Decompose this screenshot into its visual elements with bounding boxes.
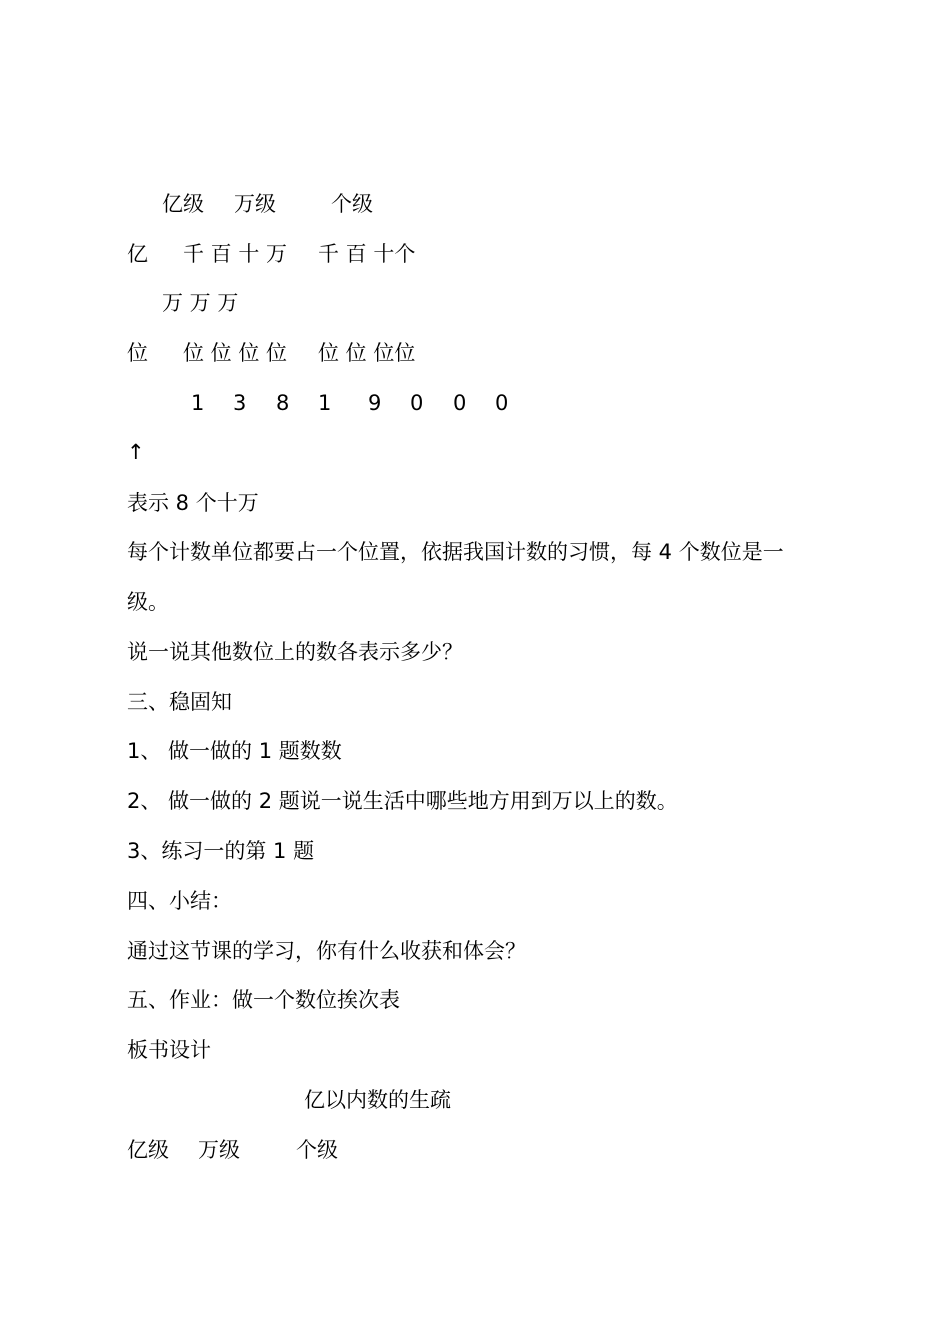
list-item: 2、 做一做的 2 题说一说生活中哪些地方用到万以上的数。 xyxy=(127,789,678,813)
level-ge: 个级 xyxy=(331,192,373,216)
digit: 0 xyxy=(453,391,467,415)
rule-line-2: 级。 xyxy=(127,590,169,614)
digit: 8 xyxy=(276,391,290,415)
digit: 1 xyxy=(191,391,205,415)
level-yi: 亿级 xyxy=(162,192,204,216)
rule-line-1: 每个计数单位都要占一个位置，依据我国计数的习惯，每 4 个数位是一 xyxy=(127,540,784,564)
list-item: 1、 做一做的 1 题数数 xyxy=(127,739,342,763)
digit: 3 xyxy=(233,391,247,415)
board-design-heading: 板书设计 xyxy=(127,1038,211,1062)
section-4-title: 四、小结： xyxy=(127,889,232,913)
list-item: 3、练习一的第 1 题 xyxy=(127,839,315,863)
summary-question: 通过这节课的学习，你有什么收获和体会？ xyxy=(127,939,526,963)
digit: 0 xyxy=(410,391,424,415)
place-names-wan-group: 千 百 十 万 xyxy=(183,242,288,266)
place-wei-ge-group: 位 位 位位 xyxy=(318,341,416,365)
board-level-yi: 亿级 xyxy=(127,1138,169,1162)
digit: 1 xyxy=(318,391,332,415)
level-wan: 万级 xyxy=(234,192,276,216)
section-5-title: 五、作业：做一个数位挨次表 xyxy=(127,988,400,1012)
place-wei-yi: 位 xyxy=(127,341,148,365)
digit-note: 表示 8 个十万 xyxy=(127,491,259,515)
place-name-yi: 亿 xyxy=(127,242,148,266)
digit: 9 xyxy=(368,391,382,415)
section-3-title: 三、稳固知 xyxy=(127,690,232,714)
place-names-wan-suffix: 万 万 万 xyxy=(162,291,239,315)
place-wei-wan-group: 位 位 位 位 xyxy=(183,341,288,365)
board-level-ge: 个级 xyxy=(296,1138,338,1162)
arrow-up-icon: ↑ xyxy=(127,440,145,464)
digit: 0 xyxy=(495,391,509,415)
board-level-wan: 万级 xyxy=(198,1138,240,1162)
question: 说一说其他数位上的数各表示多少？ xyxy=(127,640,463,664)
board-title: 亿以内数的生疏 xyxy=(304,1088,451,1112)
place-names-ge-group: 千 百 十个 xyxy=(318,242,416,266)
